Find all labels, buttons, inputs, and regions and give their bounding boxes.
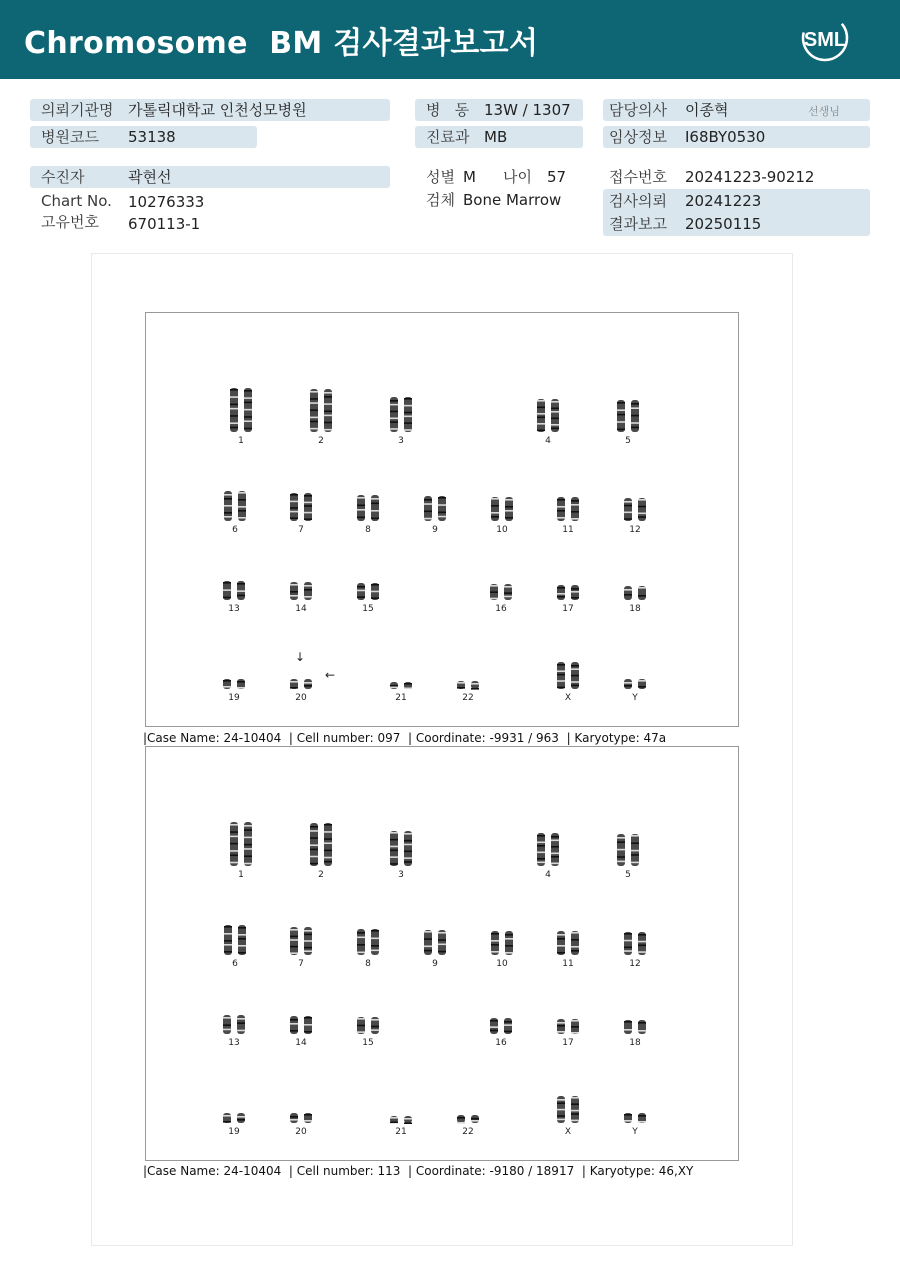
chromosome-label-15: 15 — [362, 604, 374, 614]
chromosome-pair-8 — [351, 494, 385, 522]
chromosome-pair-10 — [485, 930, 519, 956]
chromosome-label-11: 11 — [562, 959, 574, 969]
chromosome-label-22: 22 — [462, 693, 474, 703]
karyogram-caption-1: |Case Name: 24-10404 | Cell number: 097 | Coordinate: -9931 / 963 | Karyotype: 47a — [143, 731, 667, 745]
chromosome-pair-2 — [304, 822, 338, 867]
patient-label: 수진자 — [41, 168, 85, 186]
chromosome-pair-20 — [284, 678, 318, 690]
chromosome-label-1: 1 — [238, 870, 244, 880]
doctor-value: 이종혁 — [685, 101, 729, 119]
chromosome-pair-1 — [224, 387, 258, 433]
report-date-label: 결과보고 — [609, 215, 667, 233]
karyogram-caption-2: |Case Name: 24-10404 | Cell number: 113 | Coordinate: -9180 / 18917 | Karyotype: 46,XY — [143, 1164, 694, 1178]
chromosome-pair-14 — [284, 581, 318, 601]
chromosome-pair-14 — [284, 1015, 318, 1035]
chromosome-pair-5 — [611, 833, 645, 867]
chromosome-pair-9 — [418, 495, 452, 522]
chromosome-pair-17 — [551, 1018, 585, 1035]
chromosome-label-2: 2 — [318, 870, 324, 880]
id-label: 고유번호 — [41, 213, 99, 231]
chromosome-pair-15 — [351, 1016, 385, 1035]
chromosome-pair-5 — [611, 399, 645, 433]
chromosome-pair-13 — [217, 580, 251, 601]
request-value: 20241223 — [685, 192, 762, 210]
report-title: Chromosome BM 검사결과보고서 — [24, 26, 539, 61]
id-value: 670113-1 — [128, 215, 201, 233]
chromosome-pair-12 — [618, 931, 652, 956]
chromosome-pair-21 — [384, 1115, 418, 1124]
chromosome-label-1: 1 — [238, 436, 244, 446]
chromosome-pair-21 — [384, 681, 418, 690]
dept-value: MB — [484, 128, 508, 146]
clinical-value: I68BY0530 — [685, 128, 766, 146]
chromosome-label-3: 3 — [398, 870, 404, 880]
dept-label: 진료과 — [426, 128, 470, 146]
hospital-code-value: 53138 — [128, 128, 176, 146]
chromosome-label-21: 21 — [395, 693, 407, 703]
chromosome-label-9: 9 — [432, 525, 438, 535]
chromosome-pair-18 — [618, 585, 652, 601]
chromosome-label-17: 17 — [562, 604, 574, 614]
chromosome-pair-Y — [618, 1112, 652, 1124]
chromosome-label-21: 21 — [395, 1127, 407, 1137]
institution-value: 가톨릭대학교 인천성모병원 — [128, 101, 307, 119]
chromosome-pair-6 — [218, 924, 252, 956]
chromosome-label-7: 7 — [298, 525, 304, 535]
chromosome-pair-9 — [418, 929, 452, 956]
chromosome-label-2: 2 — [318, 436, 324, 446]
chromosome-label-6: 6 — [232, 525, 238, 535]
chromosome-pair-3 — [384, 830, 418, 867]
clinical-label: 임상정보 — [609, 128, 667, 146]
chromosome-pair-16 — [484, 1017, 518, 1035]
doctor-label: 담당의사 — [609, 101, 667, 119]
chromosome-label-X: X — [564, 1127, 572, 1137]
chart-label: Chart No. — [41, 192, 112, 210]
sex-value: M — [463, 168, 476, 186]
chromosome-label-5: 5 — [625, 870, 631, 880]
chromosome-label-22: 22 — [462, 1127, 474, 1137]
sml-logo — [796, 12, 858, 66]
receipt-value: 20241223-90212 — [685, 168, 815, 186]
chromosome-label-Y: Y — [632, 1127, 638, 1137]
chromosome-label-12: 12 — [629, 525, 641, 535]
sex-label: 성별 — [426, 168, 455, 186]
chromosome-pair-18 — [618, 1019, 652, 1035]
chromosome-label-13: 13 — [228, 604, 240, 614]
chromosome-pair-19 — [217, 1112, 251, 1124]
chromosome-label-15: 15 — [362, 1038, 374, 1048]
chromosome-pair-11 — [551, 496, 585, 522]
patient-value: 곽현선 — [128, 168, 172, 186]
doctor-suffix: 선생님 — [808, 105, 840, 118]
chromosome-pair-6 — [218, 490, 252, 522]
chromosome-pair-22 — [451, 680, 485, 690]
chromosome-pair-11 — [551, 930, 585, 956]
chromosome-label-11: 11 — [562, 525, 574, 535]
ward-value: 13W / 1307 — [484, 101, 571, 119]
report-date-value: 20250115 — [685, 215, 762, 233]
chromosome-pair-3 — [384, 396, 418, 433]
chromosome-label-12: 12 — [629, 959, 641, 969]
chromosome-label-19: 19 — [228, 1127, 240, 1137]
chromosome-pair-X — [551, 1095, 585, 1124]
specimen-label: 검체 — [426, 191, 455, 209]
chromosome-label-19: 19 — [228, 693, 240, 703]
chromosome-pair-17 — [551, 584, 585, 601]
request-label: 검사의뢰 — [609, 192, 667, 210]
chromosome-label-X: X — [564, 693, 572, 703]
chromosome-pair-7 — [284, 926, 318, 956]
chromosome-label-16: 16 — [495, 604, 507, 614]
institution-label: 의뢰기관명 — [41, 101, 114, 119]
chromosome-label-6: 6 — [232, 959, 238, 969]
chromosome-label-20: 20 — [295, 1127, 307, 1137]
chromosome-pair-1 — [224, 821, 258, 867]
chromosome-pair-8 — [351, 928, 385, 956]
chromosome-label-10: 10 — [496, 959, 508, 969]
chromosome-label-16: 16 — [495, 1038, 507, 1048]
chromosome-pair-13 — [217, 1014, 251, 1035]
chromosome-pair-20 — [284, 1112, 318, 1124]
chromosome-label-4: 4 — [545, 436, 551, 446]
chromosome-label-8: 8 — [365, 525, 371, 535]
chromosome-pair-7 — [284, 492, 318, 522]
ward-label: 병 동 — [426, 101, 470, 119]
chromosome-pair-15 — [351, 582, 385, 601]
chromosome-label-14: 14 — [295, 1038, 307, 1048]
chromosome-pair-4 — [531, 832, 565, 867]
arrow-down-icon: ↓ — [295, 650, 306, 664]
age-value: 57 — [547, 168, 567, 186]
chromosome-label-3: 3 — [398, 436, 404, 446]
chromosome-pair-2 — [304, 388, 338, 433]
chromosome-label-20: 20 — [295, 693, 307, 703]
chromosome-pair-10 — [485, 496, 519, 522]
chromosome-label-5: 5 — [625, 436, 631, 446]
chromosome-label-18: 18 — [629, 604, 641, 614]
chromosome-label-4: 4 — [545, 870, 551, 880]
chromosome-pair-12 — [618, 497, 652, 522]
chromosome-pair-4 — [531, 398, 565, 433]
chromosome-label-18: 18 — [629, 1038, 641, 1048]
report-header — [0, 0, 900, 79]
chromosome-label-13: 13 — [228, 1038, 240, 1048]
chromosome-label-14: 14 — [295, 604, 307, 614]
age-label: 나이 — [503, 168, 532, 186]
specimen-value: Bone Marrow — [463, 191, 562, 209]
chromosome-label-9: 9 — [432, 959, 438, 969]
chromosome-pair-16 — [484, 583, 518, 601]
chromosome-label-7: 7 — [298, 959, 304, 969]
chromosome-pair-Y — [618, 678, 652, 690]
receipt-label: 접수번호 — [609, 168, 667, 186]
chromosome-label-17: 17 — [562, 1038, 574, 1048]
chromosome-pair-22 — [451, 1114, 485, 1124]
chromosome-label-Y: Y — [632, 693, 638, 703]
chart-value: 10276333 — [128, 193, 205, 211]
chromosome-label-8: 8 — [365, 959, 371, 969]
hospital-code-label: 병원코드 — [41, 128, 99, 146]
svg-text:SML: SML — [803, 29, 847, 51]
arrow-left-icon: ← — [325, 668, 336, 682]
chromosome-pair-19 — [217, 678, 251, 690]
chromosome-label-10: 10 — [496, 525, 508, 535]
chromosome-pair-X — [551, 661, 585, 690]
